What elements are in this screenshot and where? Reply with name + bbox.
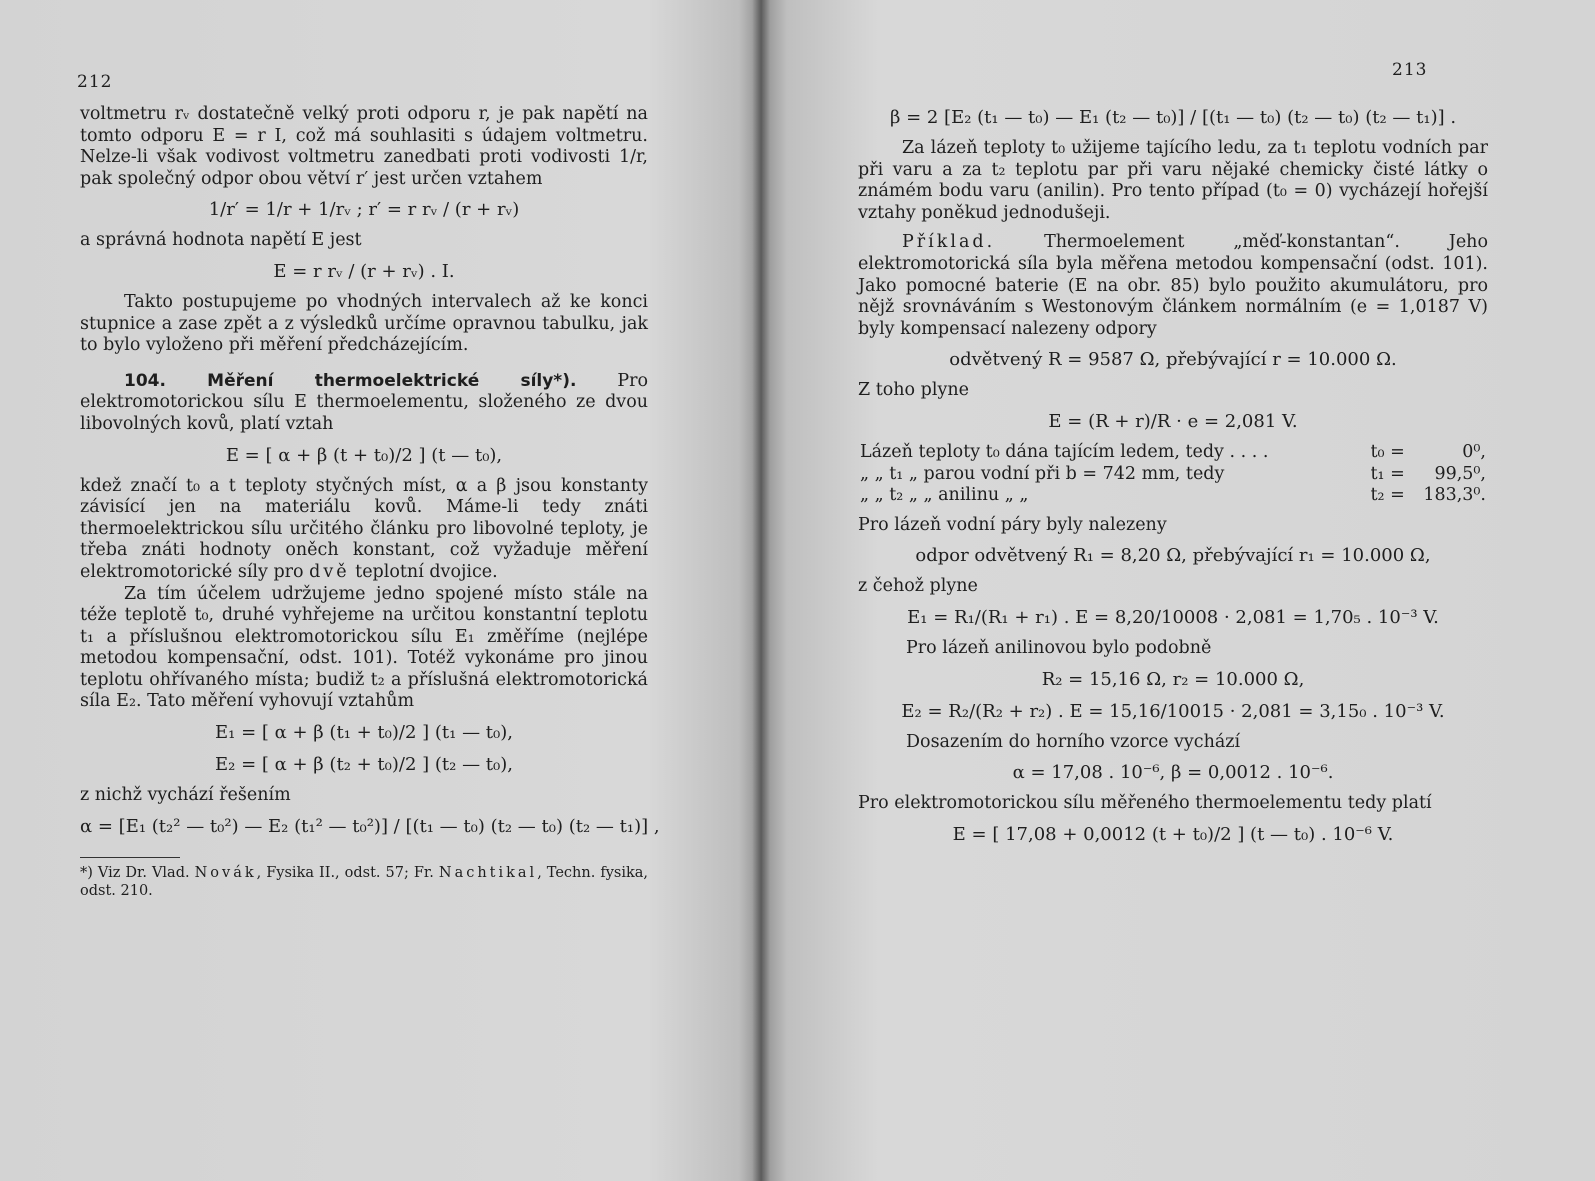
paragraph-text: Thermoelement „měď-konstantan“. Jeho elektromotorická síla byla měřena metodou kompensační (odst. 101). Jako pomocné baterie (E na obr. 85) bylo použito akumulátoru, pro nějž srovnáváním s Westonovým článkem normálním (e = 1,0187 V) byly kompensací nalezeny odpory [858,232,1488,339]
table-cell: „ „ t₂ „ „ anilinu „ „ [860,485,1029,506]
left-page [0,0,762,1181]
footnote-rule [80,857,180,858]
section-heading: 104. Měření thermoelektrické síly*). [124,370,577,391]
table-row [858,464,1488,486]
equation: E = [ α + β (t + t₀)/2 ] (t — t₀), [225,444,503,466]
equation: E₁ = R₁/(R₁ + r₁) . E = 8,20/10008 · 2,081 = 1,70₅ . 10⁻³ V. [907,606,1439,628]
equation: odpor odvětvený R₁ = 8,20 Ω, přebývající r₁ = 10.000 Ω, [915,545,1431,567]
paragraph: z nichž vychází řešením [80,785,291,806]
equation: R₂ = 15,16 Ω, r₂ = 10.000 Ω, [1041,668,1305,690]
table-cell: 0⁰, [1462,441,1486,462]
equation: E₂ = [ α + β (t₂ + t₀)/2 ] (t₂ — t₀), [215,754,513,776]
paragraph: Pro lázeň vodní páry byly nalezeny [858,514,1167,535]
table-cell: „ „ t₁ „ parou vodní při b = 742 mm, tedy [860,463,1225,484]
paragraph: Pro elektromotorickou sílu měřeného thermoelementu tedy platí [858,793,1432,814]
temperature-table [858,442,1488,507]
page-number-left: 212 [77,72,113,92]
paragraph: Takto postupujeme po vhodných intervalech až ke konci stupnice a zase zpět a z výsledků určíme opravnou tabulku, jak to bylo vyloženo při měření předcházejícím. [80,291,648,356]
right-page-text [858,98,1488,855]
footnote-text: , Fysika II., odst. 57; Fr. [256,864,434,881]
paragraph: a správná hodnota napětí E jest [80,230,362,251]
equation: α = 17,08 . 10⁻⁶, β = 0,0012 . 10⁻⁶. [1012,762,1334,784]
equation: E = (R + r)/R · e = 2,081 V. [1048,410,1298,432]
book-gutter [752,0,770,1181]
table-cell: Lázeň teploty t₀ dána tajícím ledem, tedy . . . . [860,441,1269,462]
paragraph: z čehož plyne [858,576,978,597]
paragraph: Za tím účelem udržujeme jedno spojené místo stále na téže teplotě t₀, druhé vyhřejeme na určitou konstantní teplotu t₁ a příslušnou elektromotorickou sílu E₁ změříme (nejlépe metodou kompensační, odst. 101). Totéž vykonáme pro jinou teplotu ohřívaného místa; budiž t₂ a příslušná elektromotorická síla E₂. Tato měření vyhovují vztahům [80,583,648,712]
example-paragraph [858,232,1488,340]
table-cell: 99,5⁰, [1434,463,1486,484]
table-cell: 183,3⁰. [1423,485,1486,506]
equation: E₁ = [ α + β (t₁ + t₀)/2 ] (t₁ — t₀), [215,722,513,744]
paragraph [80,476,648,584]
equation: α = [E₁ (t₂² — t₀²) — E₂ (t₁² — t₀²)] / [(t₁ — t₀) (t₂ — t₀) (t₂ — t₁)] , [80,815,660,837]
temperature-table-body [858,442,1488,507]
paragraph-text: teplotní dvojice. [355,561,498,582]
table-row [858,442,1488,464]
footnote-text: *) Viz Dr. Vlad. [80,864,190,881]
right-page [762,0,1595,1181]
paragraph: Za lázeň teploty t₀ užijeme tajícího ledu, za t₁ teplotu vodních par při varu a za t₂ teplotu par při varu nějaké chemicky čisté látky o známém bodu varu (anilin). Pro tento případ (t₀ = 0) vycházejí hořejší vztahy poněkud jednodušeji. [858,138,1488,223]
footnote-author: Nachtikal [438,864,538,881]
footnote [80,864,648,900]
paragraph: Z toho plyne [858,380,969,401]
table-row [858,485,1488,507]
equation: odvětvený R = 9587 Ω, přebývající r = 10.000 Ω. [949,349,1397,371]
paragraph-text: kdež značí t₀ a t teploty styčných míst, α a β jsou konstanty závisící jen na materiálu kovů. Máme-li tedy znáti thermoelektrickou sílu určitého článku pro libovolné teploty, je třeba znáti hodnoty oněch konstant, což vyžaduje měření elektromotorické síly pro [80,475,648,582]
example-label: Příklad. [902,232,996,253]
paragraph: voltmetru rᵥ dostatečně velký proti odporu r, je pak napětí na tomto odporu E = r I, což má souhlasiti s údajem voltmetru. Nelze-li však vodivost voltmetru zanedbati proti vodivosti 1/r, pak společný odpor obou větví r′ jest určen vztahem [80,104,648,189]
footnote-author: Novák [194,864,257,881]
equation: E = [ 17,08 + 0,0012 (t + t₀)/2 ] (t — t₀) . 10⁻⁶ V. [952,823,1394,845]
table-cell: t₁ = [1370,463,1405,484]
equation: E = r rᵥ / (r + rᵥ) . I. [273,260,455,282]
left-page-text [80,104,660,900]
paragraph-text: Pro elektromotorickou sílu E thermoelementu, složeného ze dvou libovolných kovů, platí vztah [80,370,648,434]
footnote-text: , Techn. fysika, odst. 210. [80,864,649,899]
spaced-word: dvě [309,561,350,582]
section-paragraph [80,371,648,436]
page-number-right: 213 [1392,60,1428,80]
table-cell: t₂ = [1370,485,1405,506]
equation: β = 2 [E₂ (t₁ — t₀) — E₁ (t₂ — t₀)] / [(t₁ — t₀) (t₂ — t₀) (t₂ — t₁)] . [889,107,1457,128]
table-cell: t₀ = [1370,441,1405,462]
equation: 1/r′ = 1/r + 1/rᵥ ; r′ = r rᵥ / (r + rᵥ) [208,199,520,221]
paragraph: Dosazením do horního vzorce vychází [906,731,1241,752]
equation: E₂ = R₂/(R₂ + r₂) . E = 15,16/10015 · 2,081 = 3,15₀ . 10⁻³ V. [901,700,1445,722]
paragraph: Pro lázeň anilinovou bylo podobně [906,637,1212,658]
